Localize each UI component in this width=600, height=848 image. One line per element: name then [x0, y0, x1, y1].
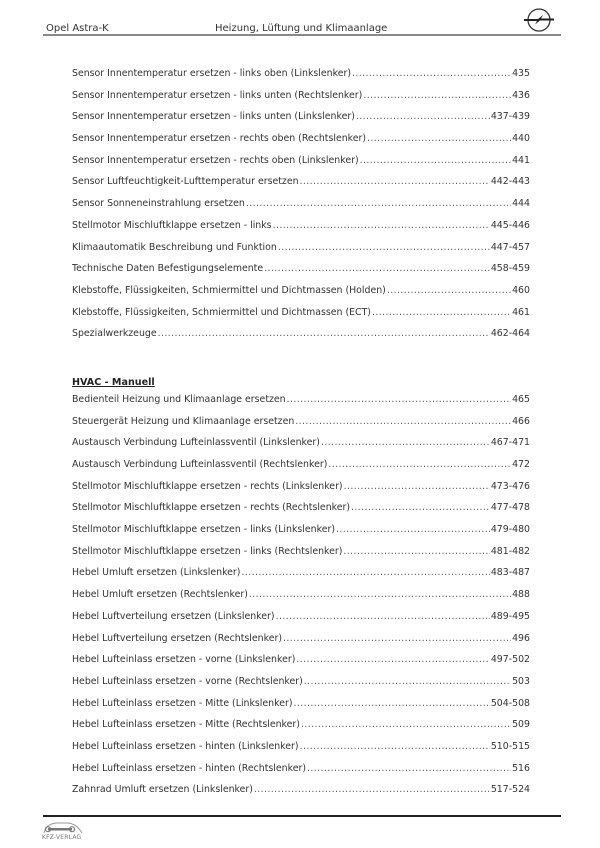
toc-entry-title: Hebel Lufteinlass ersetzen - vorne (Linkslenker): [72, 654, 296, 666]
toc-entry-title: Sensor Innentemperatur ersetzen - links unten (Rechtslenker): [72, 89, 363, 101]
toc-entry: [72, 567, 530, 589]
toc-entry-page: 440: [512, 133, 530, 145]
toc-leader-dots: [363, 90, 511, 101]
toc-leader-dots: [249, 589, 511, 600]
toc-entry: [72, 328, 530, 350]
toc-leader-dots: [343, 546, 489, 557]
toc-entry-title: Zahnrad Umluft ersetzen (Linkslenker): [72, 784, 253, 796]
toc-entry-title: Sensor Luftfeuchtigkeit-Lufttemperatur ersetzen: [72, 176, 299, 188]
toc-entry-page: 504-508: [490, 697, 530, 709]
toc-leader-dots: [300, 741, 490, 752]
toc-entry-title: Hebel Lufteinlass ersetzen - vorne (Rechtslenker): [72, 675, 303, 687]
toc-entry-page: 442-443: [490, 176, 530, 188]
toc-entry-page: 445-446: [490, 219, 530, 231]
header-chapter-title: Heizung, Lüftung und Klimaanlage: [215, 23, 388, 34]
toc-entry-page: 483-487: [490, 567, 530, 579]
toc-entry-title: Klimaautomatik Beschreibung und Funktion: [72, 241, 277, 253]
toc-entry-page: 437-439: [490, 111, 530, 123]
header-vehicle-model: Opel Astra-K: [46, 23, 109, 34]
toc-entry-title: Stellmotor Mischluftklappe ersetzen - rechts (Linkslenker): [72, 480, 343, 492]
toc-entry-page: 509: [512, 719, 530, 731]
toc-entry-page: 503: [512, 675, 530, 687]
toc-entry-title: Hebel Lufteinlass ersetzen - hinten (Linkslenker): [72, 740, 299, 752]
toc-entry-title: Hebel Umluft ersetzen (Linkslenker): [72, 567, 241, 579]
toc-leader-dots: [360, 155, 511, 166]
toc-entry-title: Hebel Umluft ersetzen (Rechtslenker): [72, 589, 248, 601]
toc-entry: [72, 676, 530, 698]
toc-leader-dots: [296, 654, 489, 665]
toc-entry: [72, 654, 530, 676]
toc-entry-page: 479-480: [490, 524, 530, 536]
toc-entry: [72, 155, 530, 177]
toc-leader-dots: [304, 676, 511, 687]
toc-leader-dots: [372, 307, 511, 318]
toc-leader-dots: [352, 68, 511, 79]
toc-entry: [72, 741, 530, 763]
toc-entry-page: 517-524: [490, 784, 530, 796]
toc-entry-page: 497-502: [490, 654, 530, 666]
toc-entry-title: Sensor Innentemperatur ersetzen - rechts oben (Linkslenker): [72, 154, 359, 166]
toc-entries-hvac-manuell: [72, 394, 530, 806]
toc-entry-page: 473-476: [490, 480, 530, 492]
toc-entry-title: Technische Daten Befestigungselemente: [72, 263, 264, 275]
toc-entries-top: [72, 68, 530, 350]
toc-entry: [72, 502, 530, 524]
toc-entry: [72, 198, 530, 220]
toc-leader-dots: [158, 328, 490, 339]
toc-entry: [72, 307, 530, 329]
toc-entry-page: 510-515: [490, 740, 530, 752]
toc-entry-title: Stellmotor Mischluftklappe ersetzen - rechts (Rechtslenker): [72, 502, 351, 514]
toc-entry-title: Stellmotor Mischluftklappe ersetzen - links: [72, 219, 272, 231]
toc-entry: [72, 285, 530, 307]
toc-entry-page: 467-471: [490, 437, 530, 449]
toc-entry-page: 489-495: [490, 610, 530, 622]
toc-entry-title: Hebel Lufteinlass ersetzen - hinten (Rechtslenker): [72, 762, 306, 774]
toc-entry: [72, 416, 530, 438]
toc-leader-dots: [328, 459, 511, 470]
toc-entry-title: Hebel Luftverteilung ersetzen (Rechtslenker): [72, 632, 282, 644]
toc-entry-page: 447-457: [490, 241, 530, 253]
toc-entry: [72, 394, 530, 416]
toc-entry-page: 496: [512, 632, 530, 644]
toc-entry: [72, 589, 530, 611]
toc-entry-title: Stellmotor Mischluftklappe ersetzen - links (Rechtslenker): [72, 545, 343, 557]
toc-entry-title: Hebel Lufteinlass ersetzen - Mitte (Linkslenker): [72, 697, 293, 709]
header-divider: [43, 34, 561, 36]
toc-leader-dots: [300, 176, 490, 187]
toc-leader-dots: [367, 133, 511, 144]
toc-entry-title: Hebel Luftverteilung ersetzen (Linkslenker): [72, 610, 275, 622]
toc-entry-title: Austausch Verbindung Lufteinlassventil (Linkslenker): [72, 437, 320, 449]
toc-entry-page: 462-464: [490, 328, 530, 340]
toc-entry: [72, 611, 530, 633]
toc-leader-dots: [283, 633, 511, 644]
toc-entry: [72, 719, 530, 741]
toc-entry-title: Sensor Innentemperatur ersetzen - links unten (Linkslenker): [72, 111, 355, 123]
toc-entry: [72, 524, 530, 546]
toc-entry-page: 435: [512, 68, 530, 79]
toc-entry: [72, 133, 530, 155]
toc-leader-dots: [273, 220, 490, 231]
toc-leader-dots: [344, 481, 490, 492]
toc-entry: [72, 459, 530, 481]
toc-entry-page: 465: [512, 393, 530, 405]
page-header: [43, 0, 561, 40]
toc-leader-dots: [321, 437, 490, 448]
toc-entry: [72, 111, 530, 133]
toc-entry-page: 477-478: [490, 502, 530, 514]
toc-entry: [72, 633, 530, 655]
toc-entry: [72, 698, 530, 720]
table-of-contents: [72, 68, 530, 806]
toc-entry-page: 466: [512, 415, 530, 427]
toc-leader-dots: [336, 524, 490, 535]
toc-entry: [72, 263, 530, 285]
toc-entry-title: Sensor Innentemperatur ersetzen - links oben (Linkslenker): [72, 68, 351, 79]
toc-entry-title: Hebel Lufteinlass ersetzen - Mitte (Rechtslenker): [72, 719, 300, 731]
toc-entry-page: 458-459: [490, 263, 530, 275]
toc-leader-dots: [307, 763, 511, 774]
footer-logo: [40, 820, 86, 846]
toc-entry: [72, 220, 530, 242]
toc-entry-title: Stellmotor Mischluftklappe ersetzen - links (Linkslenker): [72, 524, 335, 536]
toc-entry: [72, 68, 530, 90]
toc-entry-page: 436: [512, 89, 530, 101]
toc-entry-title: Austausch Verbindung Lufteinlassventil (Rechtslenker): [72, 459, 328, 470]
toc-leader-dots: [241, 567, 489, 578]
toc-entry-page: 441: [512, 154, 530, 166]
toc-leader-dots: [246, 198, 511, 209]
toc-entry: [72, 176, 530, 198]
toc-entry-title: Klebstoffe, Flüssigkeiten, Schmiermittel und Dichtmassen (Holden): [72, 284, 386, 296]
toc-entry: [72, 437, 530, 459]
toc-entry-page: 472: [512, 459, 530, 470]
toc-leader-dots: [301, 719, 511, 730]
toc-entry: [72, 763, 530, 785]
toc-entry: [72, 481, 530, 503]
toc-leader-dots: [295, 416, 511, 427]
toc-entry: [72, 784, 530, 806]
toc-entry-page: 460: [512, 284, 530, 296]
toc-leader-dots: [356, 111, 490, 122]
toc-entry-page: 444: [512, 198, 530, 210]
toc-entry: [72, 546, 530, 568]
toc-leader-dots: [264, 263, 490, 274]
section-title-hvac-manuell: HVAC - Manuell: [72, 376, 155, 388]
opel-logo-icon: [521, 5, 557, 35]
toc-entry-title: Bedienteil Heizung und Klimaanlage ersetzen: [72, 393, 286, 405]
toc-entry: [72, 242, 530, 264]
toc-entry-title: Spezialwerkzeuge: [72, 328, 157, 340]
toc-entry-title: Klebstoffe, Flüssigkeiten, Schmiermittel und Dichtmassen (ECT): [72, 306, 371, 318]
toc-entry-page: 461: [512, 306, 530, 318]
footer-brand-text: KFZ-VERLAG: [42, 834, 82, 841]
toc-leader-dots: [387, 285, 511, 296]
toc-entry-page: 488: [512, 589, 530, 601]
toc-entry-page: 516: [512, 762, 530, 774]
toc-entry-title: Sensor Innentemperatur ersetzen - rechts oben (Rechtslenker): [72, 133, 367, 145]
toc-leader-dots: [254, 784, 490, 795]
toc-leader-dots: [287, 394, 511, 405]
toc-leader-dots: [278, 242, 490, 253]
footer-divider: [43, 815, 561, 817]
toc-leader-dots: [276, 611, 490, 622]
toc-entry-title: Steuergerät Heizung und Klimaanlage ersetzen: [72, 415, 295, 427]
toc-entry: [72, 90, 530, 112]
toc-leader-dots: [294, 698, 490, 709]
toc-entry-page: 481-482: [490, 545, 530, 557]
toc-entry-title: Sensor Sonneneinstrahlung ersetzen: [72, 198, 245, 210]
toc-leader-dots: [351, 502, 490, 513]
